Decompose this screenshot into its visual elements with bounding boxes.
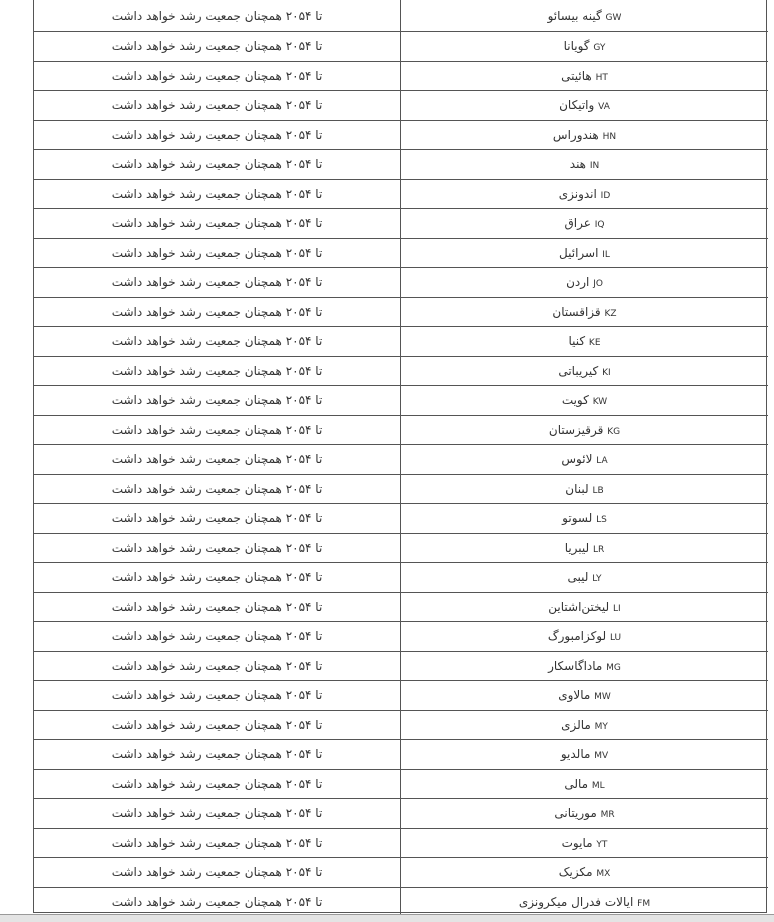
table-row <box>34 327 768 357</box>
table-row <box>34 799 768 829</box>
population-note-cell: تا ۲۰۵۴ همچنان جمعیت رشد خواهد داشت <box>34 474 401 504</box>
country-cell <box>401 415 769 445</box>
country-code: MR <box>600 810 615 821</box>
country-code: KI <box>602 367 611 378</box>
country-cell <box>401 710 769 740</box>
country-code: ML <box>591 780 605 791</box>
country-code: HN <box>602 131 617 142</box>
country-cell <box>401 504 769 534</box>
country-cell <box>401 150 769 180</box>
population-note-cell: تا ۲۰۵۴ همچنان جمعیت رشد خواهد داشت <box>34 533 401 563</box>
country-name: کنیا <box>568 334 586 349</box>
country-cell <box>401 563 769 593</box>
country-name: واتیکان <box>559 98 595 113</box>
population-note-cell: تا ۲۰۵۴ همچنان جمعیت رشد خواهد داشت <box>34 445 401 475</box>
table-row <box>34 297 768 327</box>
population-note-cell: تا ۲۰۵۴ همچنان جمعیت رشد خواهد داشت <box>34 238 401 268</box>
population-note-cell: تا ۲۰۵۴ همچنان جمعیت رشد خواهد داشت <box>34 563 401 593</box>
table-row <box>34 415 768 445</box>
country-code: LS <box>596 515 607 526</box>
population-note-cell: تا ۲۰۵۴ همچنان جمعیت رشد خواهد داشت <box>34 327 401 357</box>
country-cell <box>401 268 769 298</box>
table-row <box>34 238 768 268</box>
country-name: ماداگاسکار <box>548 658 603 673</box>
country-name: اردن <box>566 275 590 290</box>
population-note-cell: تا ۲۰۵۴ همچنان جمعیت رشد خواهد داشت <box>34 710 401 740</box>
population-note-cell: تا ۲۰۵۴ همچنان جمعیت رشد خواهد داشت <box>34 297 401 327</box>
table-body <box>34 0 768 917</box>
table-row <box>34 651 768 681</box>
country-name: قرقیزستان <box>548 422 604 437</box>
table-row <box>34 769 768 799</box>
country-name: کویت <box>561 393 589 408</box>
country-cell <box>401 740 769 770</box>
country-code: ID <box>600 190 611 201</box>
country-name: لائوس <box>561 452 593 467</box>
country-code: GW <box>605 12 622 23</box>
country-cell <box>401 297 769 327</box>
population-note-cell: تا ۲۰۵۴ همچنان جمعیت رشد خواهد داشت <box>34 769 401 799</box>
table-row <box>34 61 768 91</box>
country-code: MX <box>596 869 611 880</box>
country-cell <box>401 445 769 475</box>
country-code: YT <box>596 839 608 850</box>
country-cell <box>401 91 769 121</box>
country-name: گویانا <box>563 39 590 54</box>
table-row <box>34 592 768 622</box>
table-row <box>34 356 768 386</box>
population-note-cell: تا ۲۰۵۴ همچنان جمعیت رشد خواهد داشت <box>34 209 401 239</box>
country-code: IL <box>602 249 610 260</box>
population-note-cell: تا ۲۰۵۴ همچنان جمعیت رشد خواهد داشت <box>34 415 401 445</box>
population-table-container <box>33 0 767 913</box>
country-cell <box>401 622 769 652</box>
table-row <box>34 740 768 770</box>
country-cell <box>401 858 769 888</box>
country-code: JO <box>593 279 603 290</box>
country-code: KE <box>588 338 601 349</box>
country-code: FM <box>637 898 651 909</box>
table-row <box>34 710 768 740</box>
population-note-cell: تا ۲۰۵۴ همچنان جمعیت رشد خواهد داشت <box>34 32 401 62</box>
country-code: GY <box>593 43 606 54</box>
country-name: عراق <box>564 216 591 231</box>
country-name: لیبی <box>567 570 589 585</box>
country-name: مایوت <box>561 835 593 850</box>
country-name: هندوراس <box>552 127 599 142</box>
population-note-cell: تا ۲۰۵۴ همچنان جمعیت رشد خواهد داشت <box>34 592 401 622</box>
country-code: VA <box>598 102 610 113</box>
country-cell <box>401 0 769 32</box>
population-note-cell: تا ۲۰۵۴ همچنان جمعیت رشد خواهد داشت <box>34 504 401 534</box>
country-cell <box>401 828 769 858</box>
country-cell <box>401 356 769 386</box>
table-row <box>34 622 768 652</box>
country-name: مالاوی <box>558 688 591 703</box>
table-row <box>34 533 768 563</box>
country-code: MW <box>594 692 611 703</box>
table-row <box>34 32 768 62</box>
table-row <box>34 179 768 209</box>
country-name: قزاقستان <box>552 304 601 319</box>
population-note-cell: تا ۲۰۵۴ همچنان جمعیت رشد خواهد داشت <box>34 179 401 209</box>
country-name: مالدیو <box>560 747 591 762</box>
table-row <box>34 150 768 180</box>
country-code: LY <box>592 574 602 585</box>
country-code: LB <box>592 485 604 496</box>
population-note-cell: تا ۲۰۵۴ همچنان جمعیت رشد خواهد داشت <box>34 681 401 711</box>
country-cell <box>401 238 769 268</box>
country-cell <box>401 533 769 563</box>
table-row <box>34 681 768 711</box>
table-row <box>34 91 768 121</box>
country-cell <box>401 592 769 622</box>
country-code: KW <box>592 397 608 408</box>
table-row <box>34 504 768 534</box>
population-table <box>34 0 768 917</box>
country-name: اسرائیل <box>559 245 599 260</box>
table-row <box>34 828 768 858</box>
table-row <box>34 209 768 239</box>
table-row <box>34 0 768 32</box>
country-code: KZ <box>604 308 617 319</box>
country-cell <box>401 769 769 799</box>
country-name: لیختن‌اشتاین <box>548 599 610 614</box>
table-row <box>34 268 768 298</box>
country-cell <box>401 681 769 711</box>
horizontal-scrollbar[interactable] <box>0 914 774 922</box>
population-note-cell: تا ۲۰۵۴ همچنان جمعیت رشد خواهد داشت <box>34 386 401 416</box>
country-name: موریتانی <box>554 806 597 821</box>
country-name: ایالات فدرال میکرونزی <box>518 894 634 909</box>
country-code: MG <box>606 662 621 673</box>
country-cell <box>401 474 769 504</box>
table-row <box>34 858 768 888</box>
population-note-cell: تا ۲۰۵۴ همچنان جمعیت رشد خواهد داشت <box>34 150 401 180</box>
population-note-cell: تا ۲۰۵۴ همچنان جمعیت رشد خواهد داشت <box>34 799 401 829</box>
population-note-cell: تا ۲۰۵۴ همچنان جمعیت رشد خواهد داشت <box>34 0 401 32</box>
country-name: مالزی <box>561 717 591 732</box>
country-cell <box>401 120 769 150</box>
country-code: LI <box>613 603 621 614</box>
country-cell <box>401 327 769 357</box>
country-code: LR <box>593 544 605 555</box>
population-note-cell: تا ۲۰۵۴ همچنان جمعیت رشد خواهد داشت <box>34 858 401 888</box>
table-row <box>34 474 768 504</box>
country-name: مکزیک <box>558 865 593 880</box>
country-code: LU <box>609 633 622 644</box>
country-name: هند <box>569 157 587 172</box>
population-note-cell: تا ۲۰۵۴ همچنان جمعیت رشد خواهد داشت <box>34 120 401 150</box>
country-code: MY <box>594 721 608 732</box>
population-note-cell: تا ۲۰۵۴ همچنان جمعیت رشد خواهد داشت <box>34 61 401 91</box>
population-note-cell: تا ۲۰۵۴ همچنان جمعیت رشد خواهد داشت <box>34 91 401 121</box>
country-cell <box>401 32 769 62</box>
country-name: لیبریا <box>564 540 590 555</box>
country-name: مالی <box>564 776 589 791</box>
country-name: لبنان <box>565 481 589 496</box>
population-note-cell: تا ۲۰۵۴ همچنان جمعیت رشد خواهد داشت <box>34 356 401 386</box>
country-name: لسوتو <box>562 511 593 526</box>
country-cell <box>401 651 769 681</box>
table-row <box>34 120 768 150</box>
country-cell <box>401 209 769 239</box>
country-name: گینه بیسائو <box>547 8 602 23</box>
country-name: اندونزی <box>558 186 597 201</box>
country-name: کیریباتی <box>558 363 599 378</box>
country-code: IN <box>589 161 600 172</box>
table-row <box>34 887 768 917</box>
country-cell <box>401 61 769 91</box>
country-code: KG <box>607 426 621 437</box>
population-note-cell: تا ۲۰۵۴ همچنان جمعیت رشد خواهد داشت <box>34 268 401 298</box>
table-row <box>34 563 768 593</box>
country-cell <box>401 386 769 416</box>
population-note-cell: تا ۲۰۵۴ همچنان جمعیت رشد خواهد داشت <box>34 651 401 681</box>
country-code: LA <box>596 456 608 467</box>
country-cell <box>401 179 769 209</box>
country-cell <box>401 799 769 829</box>
country-name: هائیتی <box>561 68 592 83</box>
country-code: MV <box>594 751 609 762</box>
population-note-cell: تا ۲۰۵۴ همچنان جمعیت رشد خواهد داشت <box>34 622 401 652</box>
country-cell <box>401 887 769 917</box>
population-note-cell: تا ۲۰۵۴ همچنان جمعیت رشد خواهد داشت <box>34 887 401 917</box>
population-note-cell: تا ۲۰۵۴ همچنان جمعیت رشد خواهد داشت <box>34 740 401 770</box>
table-row <box>34 386 768 416</box>
country-code: HT <box>595 72 608 83</box>
table-row <box>34 445 768 475</box>
country-code: IQ <box>594 220 605 231</box>
population-note-cell: تا ۲۰۵۴ همچنان جمعیت رشد خواهد داشت <box>34 828 401 858</box>
country-name: لوکزامبورگ <box>547 629 607 644</box>
